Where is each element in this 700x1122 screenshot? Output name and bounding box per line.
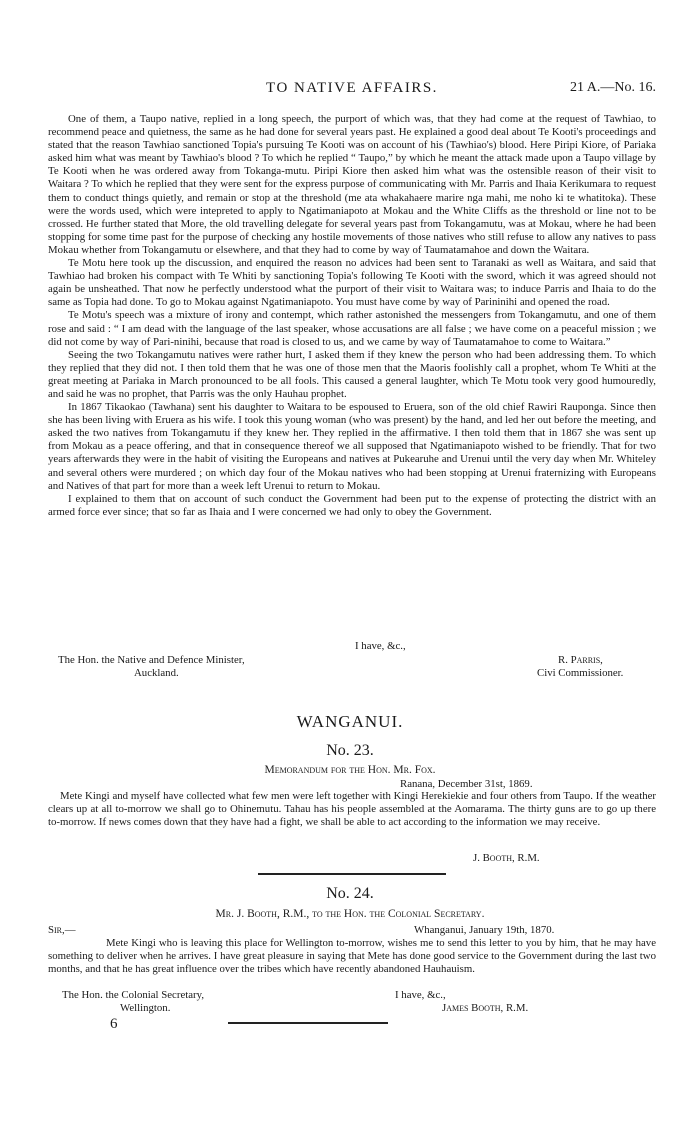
paragraph: One of them, a Taupo native, replied in a long speech, the purport of which was, that they had come at the request of Tawhiao, to recommend peace and quietness, the same as he had done for several years past. He explained a good deal about Te Kooti's proceedings and stated that the reason Tawhiao sanctioned Topia's pursuing Te Kooti was on account of his (Tawhiao's) blood. Here Piripi Kiore, of Pariaka asked him what was meant by Tawhiao's blood ? To which he replied “ Taupo,” by which he meant the attack made upon a Taupo village by Te Kooti when he was ordered away from Tokanga-mutu. Piripi Kiore then asked him what was the ostensible reason of their visit to Waitara ? To which he replied that they were sent for the express purpose of communicating with Mr. Parris and Ihaia Kerikumara to request them to conduct things quietly, and remain or stop at the threshold (me ata whakahaere marire nga mahi, me noho ki te whatitoka). These were the words used, which were intepreted to apply to Ngatimaniapoto at Mokau and the White Cliffs as the threshold or line not to be crossed. He further stated that More, the old travelling delegate for several years past from Tokangamutu, was at Mokau, where he had been stopping for some time past for the purpose of checking any hostile movements of those natives who still refuse to allow any natives to pass Mokau whether from Tokangamutu or elsewhere, and that they had to come by way of Taumatamahoe and down the Waitara. bbox=[48, 113, 656, 256]
running-title: TO NATIVE AFFAIRS. bbox=[266, 80, 438, 96]
addressee-place: Wellington. bbox=[120, 1002, 171, 1014]
document-number: No. 23. bbox=[326, 742, 374, 759]
letter-body bbox=[48, 113, 656, 519]
paragraph: Te Motu here took up the discussion, and enquired the reason no advices had been sent to Taranaki as well as Waitara, and said that Tawhiao had broken his compact with Te Whiti by sanctioning Topia's following Te Kooti with the sword, which it was agreed should not again be unsheathed. That now he perfectly understood what the purport of their visit to Waitara was; to induce Parris and Ihaia to do the same as Topia had done. To go to Mokau against Ngatimaniapoto. You must have come by way of Parininihi and opened the road. bbox=[48, 257, 656, 309]
signer-title: Civi Commissioner. bbox=[537, 667, 624, 679]
addressee-line: The Hon. the Colonial Secretary, bbox=[62, 989, 205, 1001]
signer-name: R. Parris, bbox=[558, 654, 603, 666]
signature-mark: 6 bbox=[110, 1016, 118, 1032]
divider bbox=[258, 873, 446, 875]
addressee-line: The Hon. the Native and Defence Minister, bbox=[58, 654, 245, 666]
letter-subtitle: Mr. J. Booth, R.M., to the Hon. the Colonial Secretary. bbox=[215, 908, 485, 920]
divider bbox=[228, 1022, 388, 1024]
dateline: Whanganui, January 19th, 1870. bbox=[414, 924, 555, 936]
closing: I have, &c., bbox=[355, 640, 406, 652]
section-title: WANGANUI. bbox=[296, 712, 404, 731]
memo-body bbox=[48, 790, 656, 829]
addressee-place: Auckland. bbox=[134, 667, 179, 679]
salutation: Sir,— bbox=[48, 924, 76, 936]
memo-title: Memorandum for the Hon. Mr. Fox. bbox=[264, 764, 436, 776]
signer-name: James Booth, R.M. bbox=[442, 1002, 529, 1014]
paragraph: Mete Kingi who is leaving this place for Wellington to-morrow, wishes me to send this letter to you by him, that he may have something to deliver when he arrives. I have great pleasure in saying that Mete has done good service to the Government during the last two months, and that he has great influence over the tribes which have recently abandoned Hauhauism. bbox=[48, 937, 656, 976]
paragraph: In 1867 Tikaokao (Tawhana) sent his daughter to Waitara to be espoused to Eruera, son of the old chief Rawiri Rauponga. Since then she has been living with Eruera as his wife. I took this young woman (who was present) by the hand, and led her out before the meeting, and asked the two natives from Tokangamutu if they knew her. They replied in the affirmative. I then told them that in 1867 she was sent up from Mokau as a peace offering, and that in consequence thereof we all supposed that Ngatimaniapoto wished to be friendly. That for two years afterwards they were in the habit of visiting the Europeans and natives at Pukearuhe and Urenui until the very day when Mr. Whiteley and several others were murdered ; on which day four of the Mokau natives who had been stopping at Urenui fraternizing with Europeans and Natives of that part for more than a week left Urenui to return to Mokau. bbox=[48, 401, 656, 492]
page-reference: 21 A.—No. 16. bbox=[570, 80, 656, 95]
paragraph: I explained to them that on account of such conduct the Government had been put to the expense of protecting the district with an armed force ever since; that so far as Ihaia and I were concerned we had only to obey the Government. bbox=[48, 492, 656, 518]
letter-body bbox=[48, 937, 656, 976]
paragraph: Seeing the two Tokangamutu natives were rather hurt, I asked them if they knew the person who had been addressing them. To which they replied that they did not. I then told them that he was one of those men that the Maoris foolishly call a prophet, whom Te Whiti at the great meeting at Pariaka in March pronounced to be all fools. This caused a general laughter, which Te Motu took very good humouredly, and said he was no prophet, that Parris was the only Hauhau prophet. bbox=[48, 348, 656, 400]
paragraph: Mete Kingi and myself have collected what few men were left together with Kingi Herekiekie and four others from Taupo. If the weather clears up at all to-morrow we shall go to Ohinemutu. Tahau has his people assembled at the Aomarama. The thirty guns are to go up there to-morrow. If news comes down that they have had a fight, we shall be able to act according to the information we may receive. bbox=[48, 790, 656, 829]
dateline: Ranana, December 31st, 1869. bbox=[400, 778, 533, 790]
page-header bbox=[48, 80, 656, 100]
document-number: No. 24. bbox=[326, 885, 374, 902]
paragraph: Te Motu's speech was a mixture of irony and contempt, which rather astonished the messengers from Tokangamutu, and one of them rose and said : “ I am dead with the language of the last speaker, whose accusations are all false ; we have come on a peaceful mission ; we did not come by way of Pari-ninihi, because that road is closed to us, and we came by way of Taumatamahoe to come to Waitara.” bbox=[48, 309, 656, 348]
signer-name: J. Booth, R.M. bbox=[473, 852, 540, 864]
closing: I have, &c., bbox=[395, 989, 446, 1001]
